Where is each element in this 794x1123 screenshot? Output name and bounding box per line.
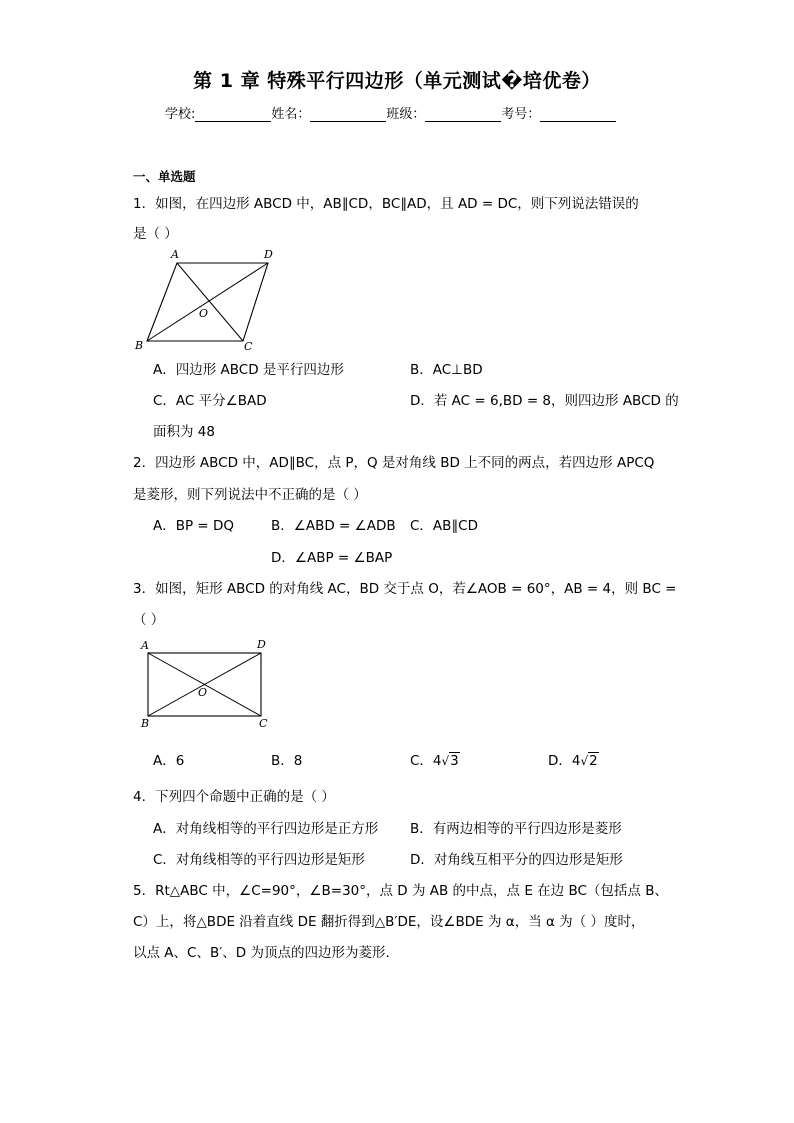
q1-parallelogram-figure [130,244,290,354]
page-title: 第 1 章 特殊平行四边形（单元测试�培优卷） [193,70,601,92]
q3-label-b: B [141,717,150,730]
class-label: 班级： [386,107,426,122]
q1-label-d: D [264,248,273,261]
q1-diagonal-ac [177,263,243,341]
q1-option-d-cont: 面积为 48 [153,424,215,440]
q3-option-c [410,749,460,769]
q2-option-d: D．∠ABP = ∠BAP [271,550,393,566]
exam-no-label: 考号： [501,107,541,122]
header-fields [165,103,616,122]
school-blank [195,107,271,122]
q3-option-d [548,749,599,769]
q3-rectangle-figure [135,637,275,732]
q3-option-b: B．8 [271,753,303,769]
q3-line2: （ ） [133,612,165,628]
q3-label-a: A [141,639,149,652]
q1-label-c: C [244,340,253,353]
exam-no-blank [540,107,616,122]
q3-option-c-radicand: 3 [450,753,459,769]
class-blank [425,107,501,122]
q2-option-b: B．∠ABD = ∠ADB [271,518,396,534]
q3-option-d-radicand: 2 [589,753,598,769]
q2-option-c: C．AB∥CD [410,518,478,534]
q1-option-d: D．若 AC = 6,BD = 8，则四边形 ABCD 的 [410,393,679,409]
q2-line2: 是菱形，则下列说法中不正确的是（ ） [133,487,367,503]
q1-line1: 1．如图，在四边形 ABCD 中，AB∥CD，BC∥AD，且 AD = DC，则下列说法错误的 [133,196,639,212]
q3-label-o: O [198,686,208,699]
sqrt-icon: √ [441,754,450,768]
section-title: 一、单选题 [133,169,196,184]
q1-option-a: A．四边形 ABCD 是平行四边形 [153,362,344,378]
q1-label-a: A [171,248,179,261]
q1-label-o: O [199,307,209,320]
q4-option-c: C．对角线相等的平行四边形是矩形 [153,852,365,868]
q3-option-c-prefix: C．4 [410,753,442,769]
q1-option-b: B．AC⊥BD [410,362,483,378]
sqrt-icon: √ [580,754,589,768]
q3-option-d-prefix: D．4 [548,753,581,769]
q4-option-b: B．有两边相等的平行四边形是菱形 [410,821,622,837]
name-blank [310,107,386,122]
q4-option-a: A．对角线相等的平行四边形是正方形 [153,821,379,837]
q1-label-b: B [135,339,144,352]
q1-option-c: C．AC 平分∠BAD [153,393,267,409]
q3-label-c: C [259,717,268,730]
q5-line2: C）上，将△BDE 沿着直线 DE 翻折得到△B′DE，设∠BDE 为 α，当 α 为（ ）度时， [133,914,645,930]
q5-line3: 以点 A、C、B′、D 为顶点的四边形为菱形． [133,945,399,961]
q2-line1: 2．四边形 ABCD 中，AD∥BC，点 P，Q 是对角线 BD 上不同的两点，若四边形 APCQ [133,455,655,471]
q2-option-a: A．BP = DQ [153,518,235,534]
q1-diagonal-bd [147,263,268,341]
school-label: 学校: [165,107,196,122]
q1-line2: 是（ ） [133,226,178,242]
q5-line1: 5．Rt△ABC 中，∠C=90°，∠B=30°，点 D 为 AB 的中点，点 E 在边 BC（包括点 B、 [133,883,668,899]
q3-line1: 3．如图，矩形 ABCD 的对角线 AC，BD 交于点 O，若∠AOB = 60°，AB = 4，则 BC = [133,581,677,597]
name-label: 姓名： [271,107,311,122]
q4-option-d: D．对角线互相平分的四边形是矩形 [410,852,623,868]
q3-label-d: D [257,638,266,651]
q3-option-a: A．6 [153,753,185,769]
q4-line1: 4．下列四个命题中正确的是（ ） [133,789,335,805]
